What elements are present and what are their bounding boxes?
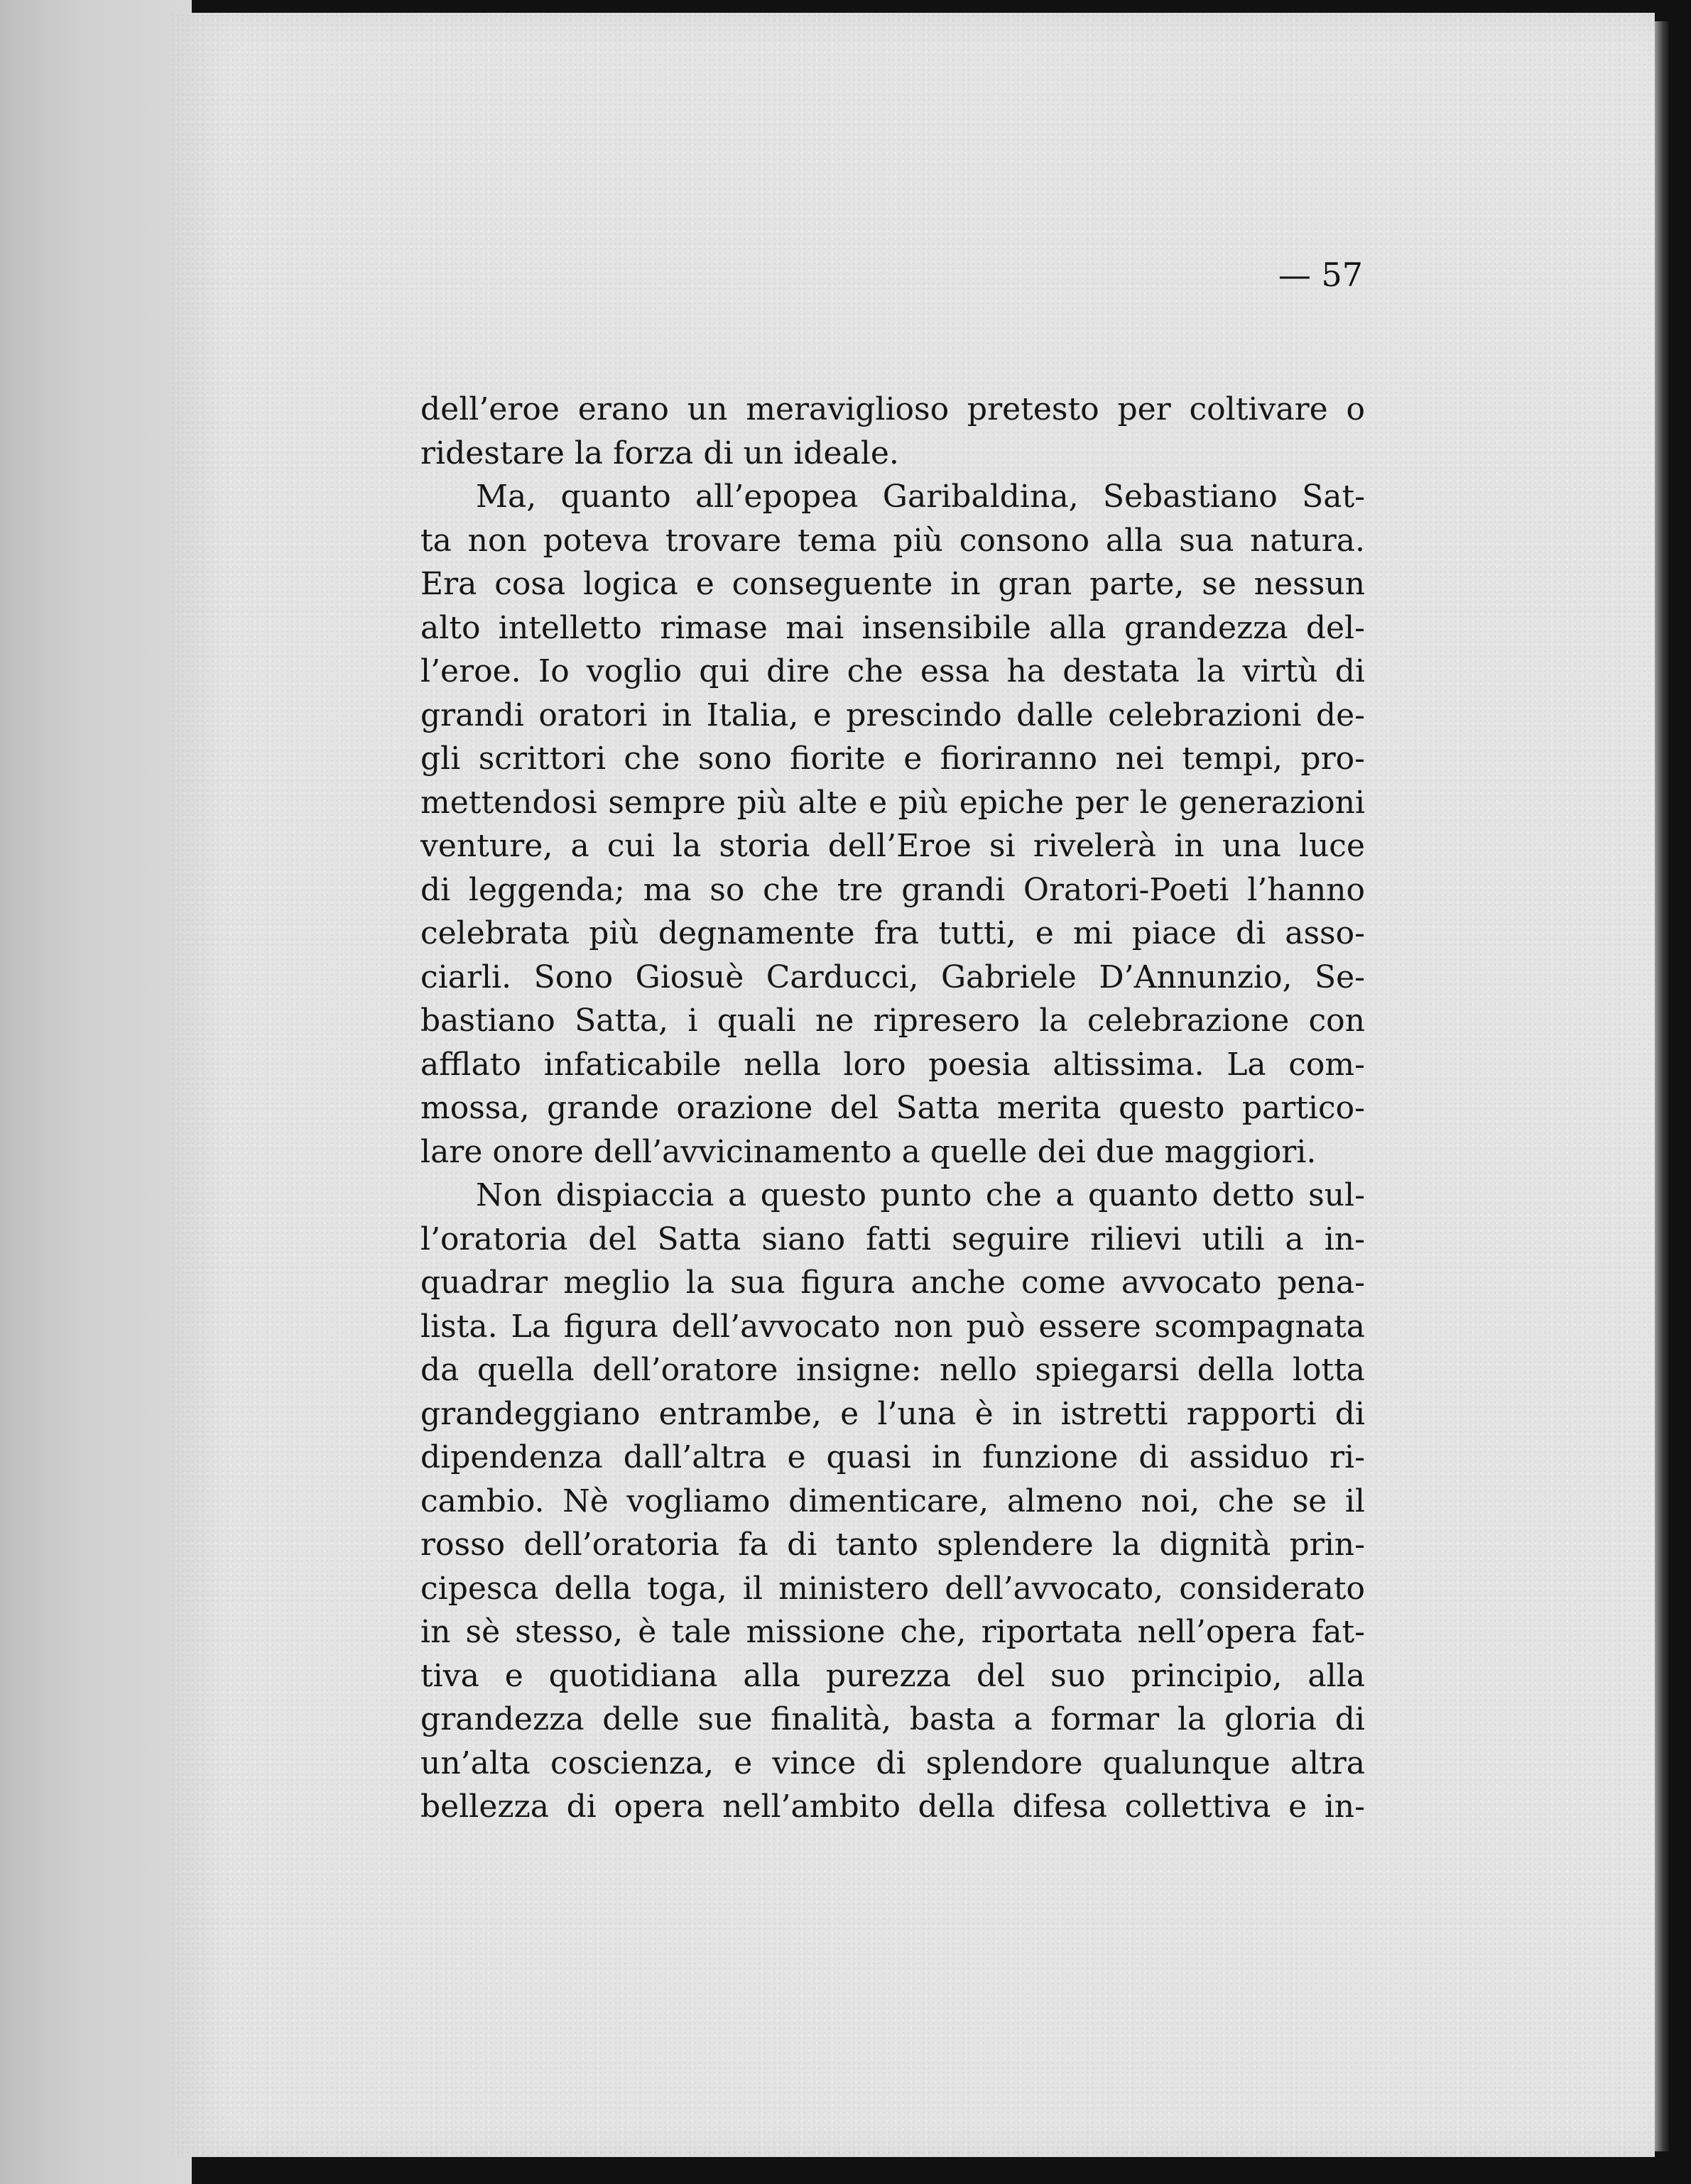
text-line: rosso dell’oratoria fa di tanto splendere la dignità prin-	[420, 1527, 1365, 1563]
text-line: ta non poteva trovare tema più consono alla sua natura.	[420, 522, 1365, 559]
text-line: cambio. Nè vogliamo dimenticare, almeno noi, che se il	[420, 1483, 1365, 1519]
text-line: Era cosa logica e conseguente in gran parte, se nessun	[420, 566, 1365, 602]
text-line: grandi oratori in Italia, e prescindo dalle celebrazioni de-	[420, 697, 1365, 733]
text-line: Non dispiaccia a questo punto che a quanto detto sul-	[476, 1177, 1365, 1213]
text-line: mossa, grande orazione del Satta merita questo partico-	[420, 1090, 1365, 1126]
text-line: l’eroe. Io voglio qui dire che essa ha destata la virtù di	[420, 653, 1365, 689]
text-line: in sè stesso, è tale missione che, riportata nell’opera fat-	[420, 1614, 1365, 1650]
text-line: ridestare la forza di un ideale.	[420, 435, 899, 471]
text-line: grandeggiano entrambe, e l’una è in istretti rapporti di	[420, 1395, 1365, 1432]
text-line: afflato infaticabile nella loro poesia altissima. La com-	[420, 1046, 1365, 1083]
text-line: ciarli. Sono Giosuè Carducci, Gabriele D’Annunzio, Se-	[420, 959, 1365, 995]
text-line: bellezza di opera nell’ambito della difesa collettiva e in-	[420, 1789, 1365, 1825]
text-line: alto intelletto rimase mai insensibile alla grandezza del-	[420, 609, 1365, 646]
text-line: Ma, quanto all’epopea Garibaldina, Sebastiano Sat-	[476, 479, 1365, 515]
page-number: — 57	[1278, 256, 1363, 294]
text-line: mettendosi sempre più alte e più epiche per le generazioni	[420, 784, 1365, 821]
text-line: quadrar meglio la sua figura anche come avvocato pena-	[420, 1265, 1365, 1301]
text-line: un’alta coscienza, e vince di splendore qualunque altra	[420, 1745, 1365, 1781]
facing-page-edge	[0, 0, 192, 2184]
text-line: venture, a cui la storia dell’Eroe si rivelerà in una luce	[420, 828, 1365, 864]
text-line: grandezza delle sue finalità, basta a formar la gloria di	[420, 1701, 1365, 1737]
text-line: lista. La figura dell’avvocato non può essere scompagnata	[420, 1308, 1365, 1345]
text-line: l’oratoria del Satta siano fatti seguire rilievi utili a in-	[420, 1221, 1365, 1257]
body-text	[420, 388, 1365, 1829]
text-line: tiva e quotidiana alla purezza del suo principio, alla	[420, 1657, 1365, 1694]
text-line: bastiano Satta, i quali ne ripresero la celebrazione con	[420, 1003, 1365, 1039]
text-line: lare onore dell’avvicinamento a quelle dei due maggiori.	[420, 1133, 1317, 1170]
text-line: di leggenda; ma so che tre grandi Oratori-Poeti l’hanno	[420, 871, 1365, 908]
text-line: celebrata più degnamente fra tutti, e mi piace di asso-	[420, 915, 1365, 951]
text-line: dell’eroe erano un meraviglioso pretesto per coltivare o	[420, 391, 1365, 427]
page-stack-edge	[1655, 21, 1669, 2151]
text-line: cipesca della toga, il ministero dell’avvocato, considerato	[420, 1570, 1365, 1607]
text-line: gli scrittori che sono fiorite e fioriranno nei tempi, pro-	[420, 741, 1365, 777]
text-line: dipendenza dall’altra e quasi in funzione di assiduo ri-	[420, 1439, 1365, 1475]
text-line: da quella dell’oratore insigne: nello spiegarsi della lotta	[420, 1352, 1365, 1388]
